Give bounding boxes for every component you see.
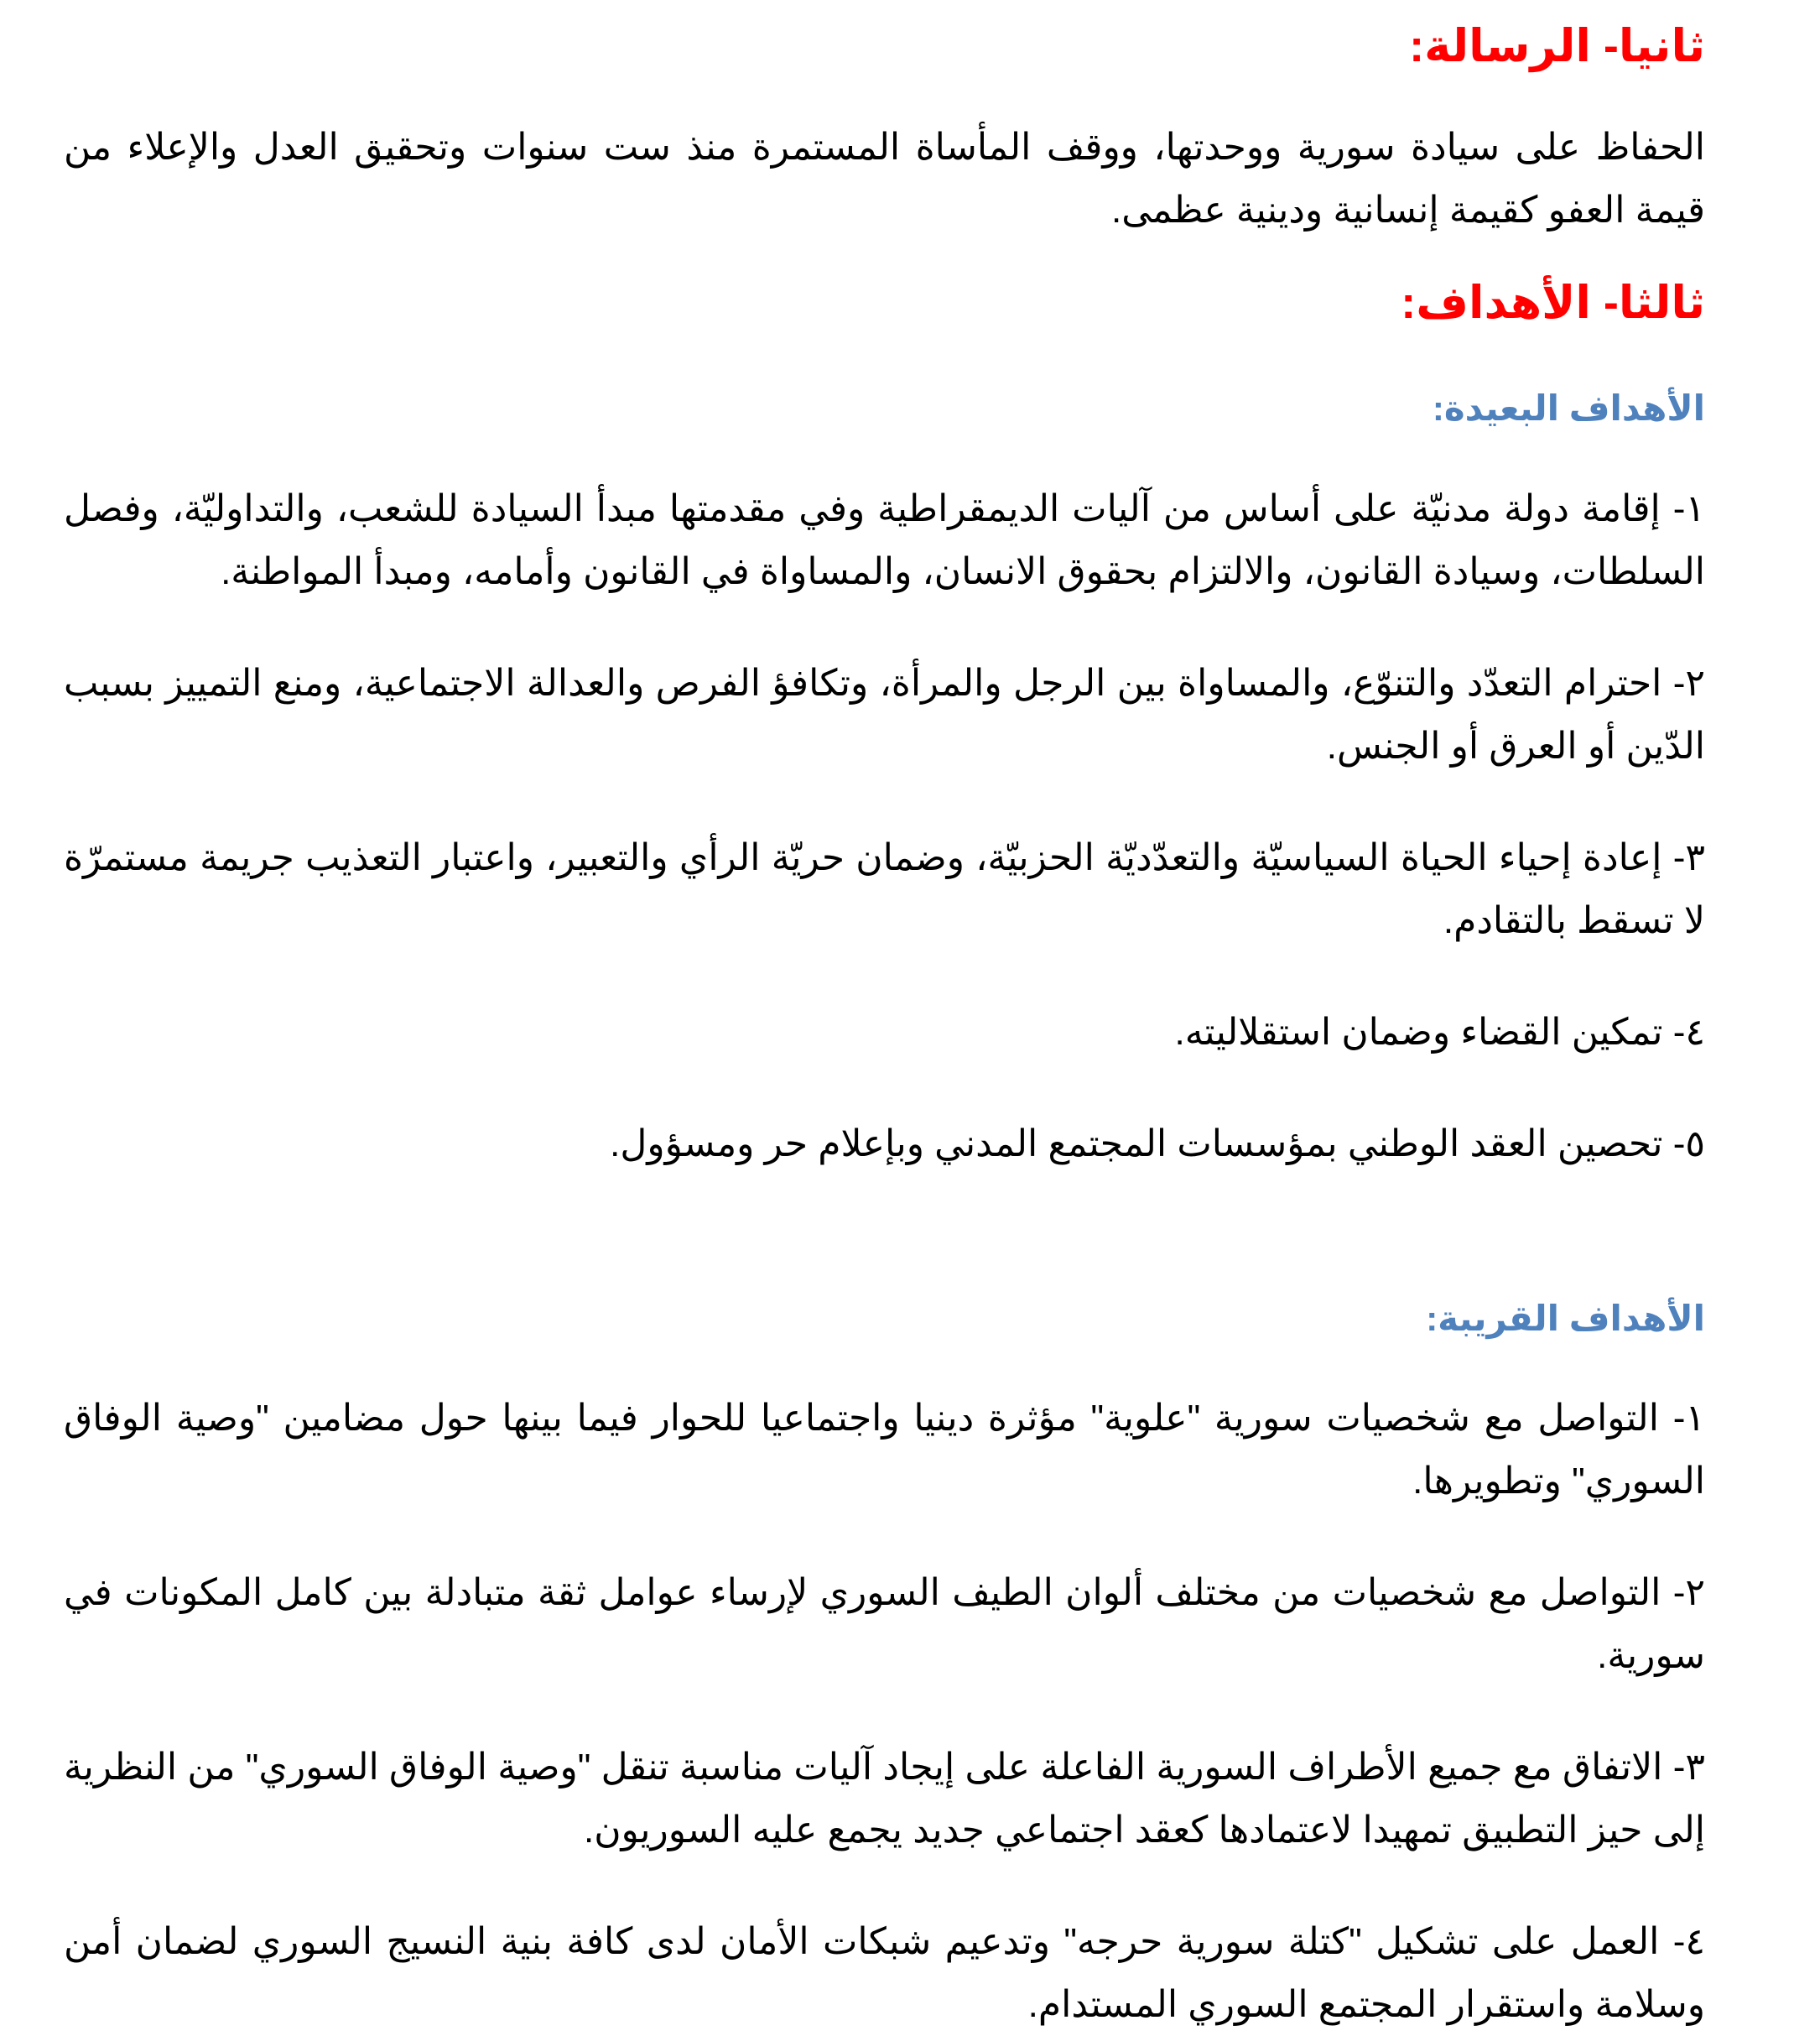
far-goal-item: ٣- إعادة إحياء الحياة السياسيّة والتعدّديّة الحزبيّة، وضمان حريّة الرأي والتعبير، واعتبار التعذيب جريمة مستمرّة لا تسقط بالتقادم. bbox=[64, 836, 1705, 941]
near-goal-item: ٣- الاتفاق مع جميع الأطراف السورية الفاعلة على إيجاد آليات مناسبة تنقل "وصية الوفاق السوري" من النظرية إلى حيز التطبيق تمهيدا لاعتمادها كعقد اجتماعي جديد يجمع عليه السوريون. bbox=[64, 1746, 1705, 1851]
document-page bbox=[64, 20, 1705, 2036]
far-goal-item: ٢- احترام التعدّد والتنوّع، والمساواة بين الرجل والمرأة، وتكافؤ الفرص والعدالة الاجتماعية، ومنع التمييز بسبب الدّين أو العرق أو الجنس. bbox=[64, 662, 1705, 767]
section-heading-message: ثانيا- الرسالة: bbox=[1409, 21, 1705, 71]
far-goal-item: ١- إقامة دولة مدنيّة على أساس من آليات الديمقراطية وفي مقدمتها مبدأ السيادة للشعب، والتداوليّة، وفصل السلطات، وسيادة القانون، والالتزام بحقوق الانسان، والمساواة في القانون وأمامه، ومبدأ المواطنة. bbox=[64, 487, 1705, 592]
near-goal-item: ٤- العمل على تشكيل "كتلة سورية حرجه" وتدعيم شبكات الأمان لدى كافة بنية النسيج السوري لضمان أمن وسلامة واستقرار المجتمع السوري المستدام. bbox=[64, 1920, 1705, 2025]
near-goals-list bbox=[64, 1387, 1705, 2036]
far-goal-item: ٤- تمكين القضاء وضمان استقلاليته. bbox=[1174, 1011, 1705, 1053]
near-goal-item: ١- التواصل مع شخصيات سورية "علوية" مؤثرة دينيا واجتماعيا للحوار فيما بينها حول مضامين "وصية الوفاق السوري" وتطويرها. bbox=[64, 1397, 1705, 1502]
message-paragraph: الحفاظ على سيادة سورية ووحدتها، ووقف المأساة المستمرة منذ ست سنوات وتحقيق العدل والإعلاء من قيمة العفو كقيمة إنسانية ودينية عظمى. bbox=[64, 127, 1705, 232]
section-heading-goals: ثالثا- الأهداف: bbox=[1401, 278, 1705, 329]
subheading-near-goals: الأهداف القريبة: bbox=[1426, 1298, 1705, 1338]
far-goals-list bbox=[64, 477, 1705, 1175]
far-goal-item: ٥- تحصين العقد الوطني بمؤسسات المجتمع المدني وبإعلام حر ومسؤول. bbox=[610, 1122, 1705, 1164]
near-goal-item: ٢- التواصل مع شخصيات من مختلف ألوان الطيف السوري لإرساء عوامل ثقة متبادلة بين كامل المكونات في سورية. bbox=[64, 1571, 1705, 1676]
subheading-far-goals: الأهداف البعيدة: bbox=[1432, 388, 1705, 429]
